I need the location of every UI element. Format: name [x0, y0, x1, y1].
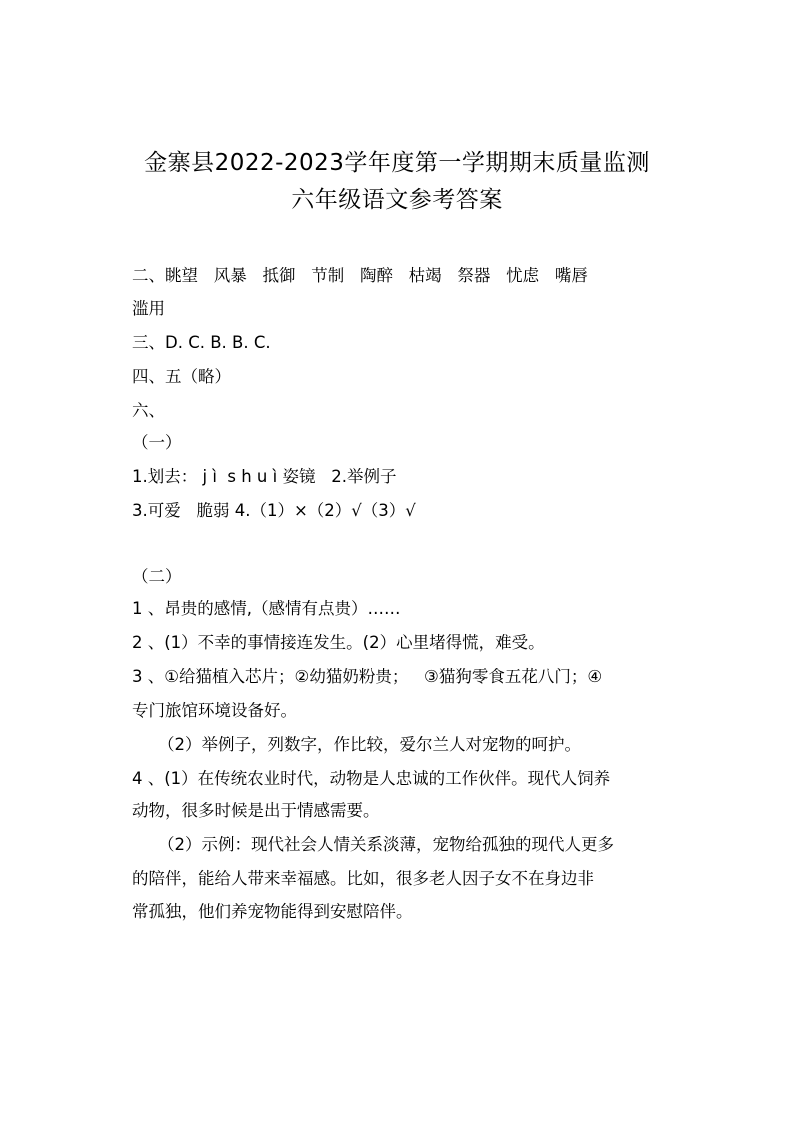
answer-line: 六、 — [132, 401, 165, 420]
answer-line: 动物，很多时候是出于情感需要。 — [132, 801, 380, 820]
answer-line: （2）举例子，列数字，作比较，爱尔兰人对宠物的呵护。 — [158, 735, 581, 754]
answer-line: 滥用 — [132, 299, 165, 318]
answer-line: （二） — [132, 567, 182, 586]
answer-line: 专门旅馆环境设备好。 — [132, 701, 297, 720]
answer-line: 的陪伴，能给人带来幸福感。比如，很多老人因子女不在身边非 — [132, 869, 594, 888]
answer-line: （一） — [132, 433, 182, 452]
answer-line: 3 、①给猫植入芯片；②幼猫奶粉贵； ③猫狗零食五花八门；④ — [132, 667, 603, 686]
answer-line: 1 、昂贵的感情,（感情有点贵）…… — [132, 599, 401, 618]
answer-line: 三、D. C. B. B. C. — [132, 333, 271, 352]
answer-line: 二、眺望 风暴 抵御 节制 陶醉 枯竭 祭器 忧虑 嘴唇 — [132, 266, 588, 285]
answer-line: 4 、(1）在传统农业时代，动物是人忠诚的工作伙伴。现代人饲养 — [132, 769, 611, 788]
title-line-1: 金寨县2022-2023学年度第一学期期末质量监测 — [144, 150, 650, 176]
title-line-2: 六年级语文参考答案 — [291, 187, 503, 213]
answer-line: 2 、(1）不幸的事情接连发生。(2）心里堵得慌，难受。 — [132, 633, 545, 652]
answer-line: 1.划去： j ì s h u ì 姿镜 2.举例子 — [132, 467, 397, 486]
answer-line: 四、五（略） — [132, 367, 231, 386]
answer-line: 3.可爱 脆弱 4.（1）×（2）√（3）√ — [132, 501, 416, 520]
answer-line: 常孤独，他们养宠物能得到安慰陪伴。 — [132, 902, 413, 921]
answer-line: （2）示例：现代社会人情关系淡薄，宠物给孤独的现代人更多 — [158, 835, 614, 854]
